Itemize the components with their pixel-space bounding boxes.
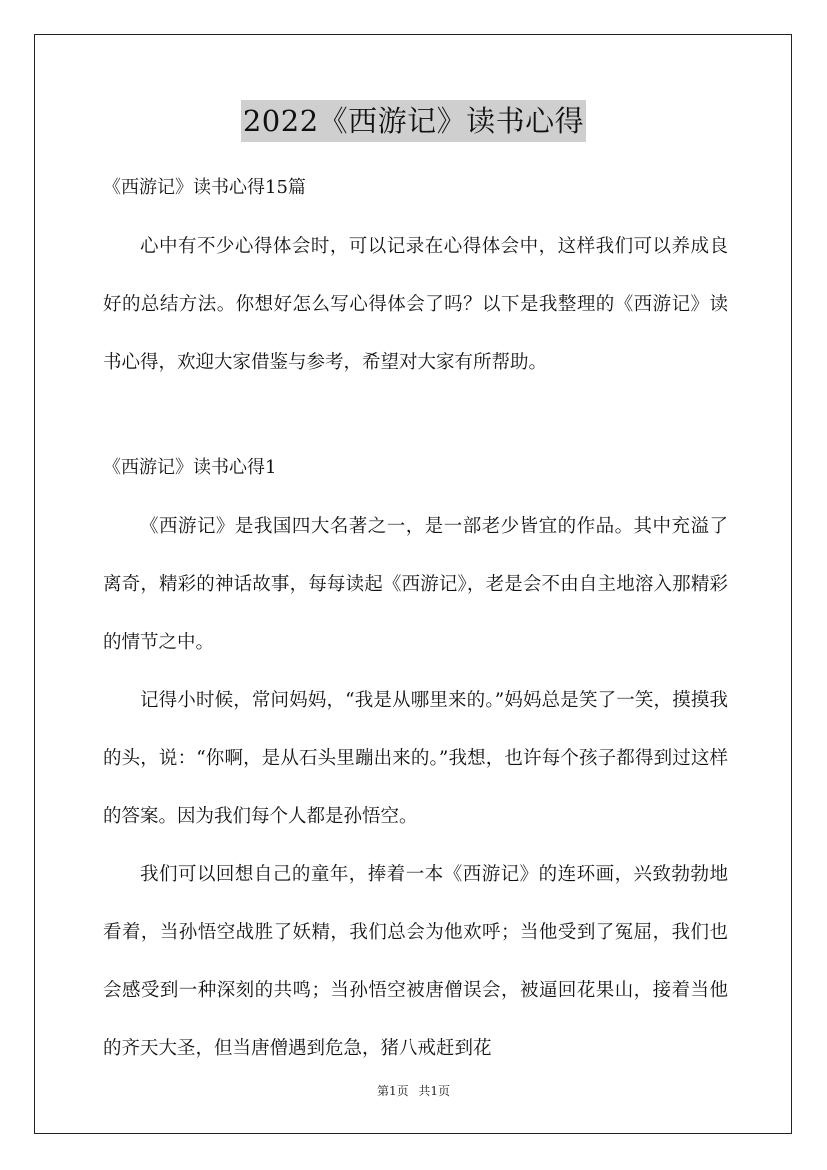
intro-paragraph: 心中有不少心得体会时，可以记录在心得体会中，这样我们可以养成良好的总结方法。你想好怎么写心得体会了吗？以下是我整理的《西游记》读书心得，欢迎大家借鉴与参考，希望对大家有所帮助。 (103, 236, 728, 373)
document-title: 2022《西游记》读书心得 (241, 100, 586, 142)
section-heading: 《西游记》读书心得1 (103, 457, 277, 478)
document-body (103, 172, 728, 1078)
page-number: 第1页 (376, 1084, 409, 1098)
document-subtitle: 《西游记》读书心得15篇 (103, 177, 306, 198)
body-paragraph: 记得小时候，常问妈妈，“我是从哪里来的。”妈妈总是笑了一笑，摸摸我的头，说：“你啊，是从石头里蹦出来的。”我想，也许每个孩子都得到过这样的答案。因为我们每个人都是孙悟空。 (103, 690, 728, 827)
body-paragraph: 《西游记》是我国四大名著之一，是一部老少皆宜的作品。其中充溢了离奇，精彩的神话故事，每每读起《西游记》，老是会不由自主地溶入那精彩的情节之中。 (103, 516, 728, 653)
page-footer (0, 1082, 827, 1099)
body-paragraph: 我们可以回想自己的童年，捧着一本《西游记》的连环画，兴致勃勃地看着，当孙悟空战胜了妖精，我们总会为他欢呼；当他受到了冤屈，我们也会感受到一种深刻的共鸣；当孙悟空被唐僧误会，被逼回花果山，接着当他的齐天大圣，但当唐僧遇到危急，猪八戒赶到花 (103, 864, 728, 1059)
title-container (0, 100, 827, 142)
total-pages: 共1页 (418, 1084, 451, 1098)
